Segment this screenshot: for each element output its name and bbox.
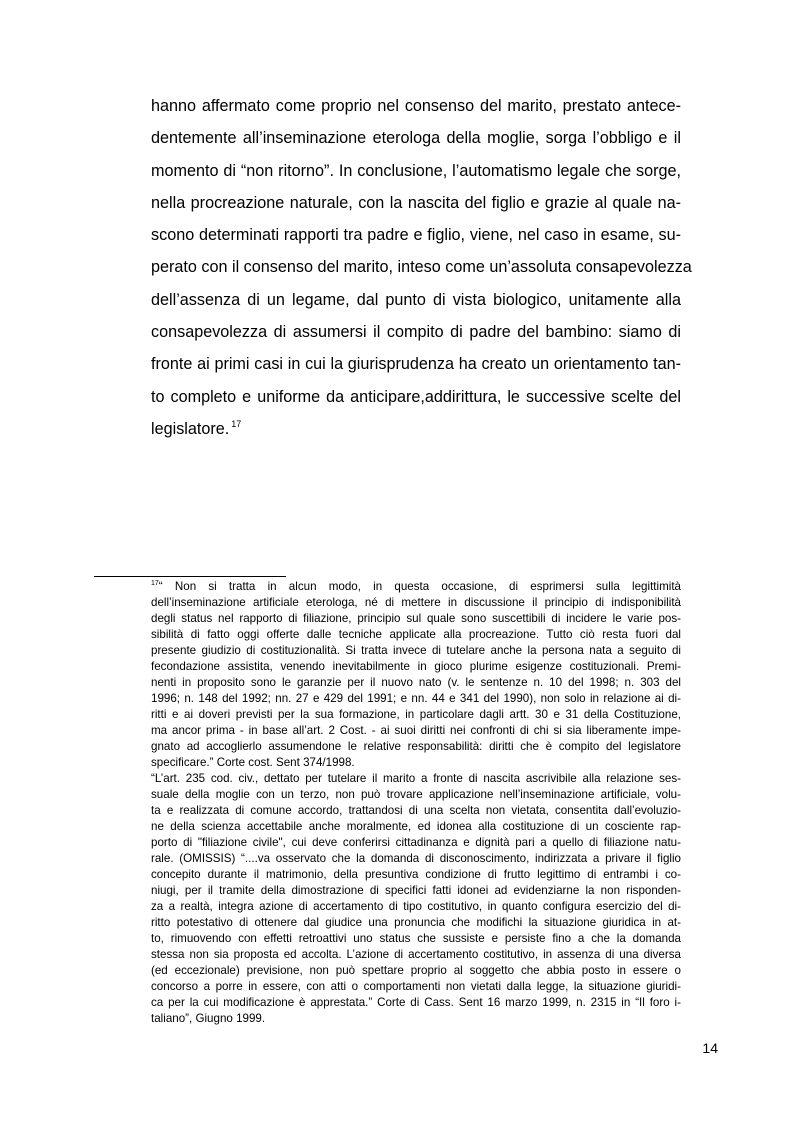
footnote-line: ne della scienza accettabile anche moralmente, ed idonea alla costituzione di un cosciente rap- bbox=[151, 820, 681, 833]
footnote-separator bbox=[94, 576, 286, 577]
paragraph-line: perato con il consenso del marito, inteso come un’assoluta consapevolezza bbox=[151, 258, 692, 277]
footnote-line-text: “ Non si tratta in alcun modo, in questa occasione, di esprimersi sulla legittimità bbox=[158, 580, 681, 593]
paragraph-line: momento di “non ritorno”. In conclusione, l’automatismo legale che sorge, bbox=[151, 161, 681, 180]
footnote-line: gnato ad accoglierlo assumendone le relative responsabilità: diritti che è compito del legislatore bbox=[151, 740, 681, 753]
footnote-line: ta e realizzata di comune accordo, trattandosi di una scelta non vietata, consentita dall’evoluzio- bbox=[151, 804, 681, 817]
footnote-line: ca per la cui modificazione è apprestata.” Corte di Cass. Sent 16 marzo 1999, n. 2315 in “Il foro i- bbox=[151, 996, 681, 1009]
footnote-line: degli status nel rapporto di filiazione, principio sul quale sono suscettibili di incidere le varie pos- bbox=[151, 612, 681, 625]
footnote-line: concepito durante il matrimonio, della presuntiva condizione di frutto legittimo di entrambi i co- bbox=[151, 868, 681, 881]
footnote-line: niugi, per il tramite della dimostrazione di specifici fatti idonei ad evidenziarne la non risponden- bbox=[151, 884, 681, 897]
footnote-line: ritti e ai doveri previsti per la sua formazione, in particolare dagli artt. 30 e 31 della Costituzione, bbox=[151, 708, 681, 721]
footnote-line: to, rimuovendo con effetti retroattivi uno status che sussiste e persiste fino a che la domanda bbox=[151, 932, 681, 945]
footnote-line: presente giudizio di costituzionalità. Si tratta invece di tutelare anche la persona nata a seguito di bbox=[151, 644, 681, 657]
paragraph-line-text: legislatore. bbox=[151, 419, 230, 438]
footnote-line: sibilità di fatto oggi offerte dalle tecniche applicate alla procreazione. Tutto ciò resta fuori dal bbox=[151, 628, 681, 641]
footnote-line: rale. (OMISSIS) “....va osservato che la domanda di disconoscimento, indirizzata a privare il figlio bbox=[151, 852, 681, 865]
footnote-line: fecondazione assistita, venendo inevitabilmente in gioco plurime esigenze costituzionali. Premi- bbox=[151, 660, 681, 673]
paragraph-line: scono determinati rapporti tra padre e figlio, viene, nel caso in esame, su- bbox=[151, 226, 681, 245]
footnote-line: specificare.” Corte cost. Sent 374/1998. bbox=[151, 756, 355, 769]
footnote-line: suale della moglie con un terzo, non può trovare applicazione nell’inseminazione artificiale, volu- bbox=[151, 788, 681, 801]
paragraph-line: fronte ai primi casi in cui la giurisprudenza ha creato un orientamento tan- bbox=[151, 355, 681, 374]
footnote-line: nenti in proposito sono le garanzie per il nuovo nato (v. le sentenze n. 10 del 1998; n. 303 del bbox=[151, 676, 681, 689]
footnote-line: “L’art. 235 cod. civ., dettato per tutelare il marito a fronte di nascita ascrivibile alla relazione ses- bbox=[151, 772, 681, 785]
paragraph-last-line bbox=[151, 413, 681, 445]
footnote-line: concorso a porre in essere, con atti o comportamenti non vietati dalla legge, la situazione giuridi- bbox=[151, 980, 681, 993]
footnote-number: 17 bbox=[151, 580, 159, 587]
footnote-line: porto di "filiazione civile", cui deve conferirsi cittadinanza e dignità pari a quello di filiazione natu- bbox=[151, 836, 681, 849]
footnote-line: taliano”, Giugno 1999. bbox=[151, 1012, 266, 1025]
paragraph-line: to completo e uniforme da anticipare,addirittura, le successive scelte del bbox=[151, 387, 681, 406]
paragraph-line: dell’assenza di un legame, dal punto di vista biologico, unitamente alla bbox=[151, 290, 681, 309]
footnote-line: ma ancor prima - in base all’art. 2 Cost. - ai suoi diritti nei confronti di chi si sia liberamente impe- bbox=[151, 724, 681, 737]
main-paragraph bbox=[151, 90, 692, 445]
paragraph-line: nella procreazione naturale, con la nascita del figlio e grazie al quale na- bbox=[151, 193, 681, 212]
footnote-line bbox=[151, 579, 681, 595]
footnote-line: za a realtà, integra azione di accertamento di tipo costitutivo, in quanto configura esercizio del di- bbox=[151, 900, 681, 913]
footnote-17 bbox=[151, 579, 681, 1027]
paragraph-line: consapevolezza di assumersi il compito di padre del bambino: siamo di bbox=[151, 323, 681, 342]
footnote-line: ritto potestativo di ottenere dal giudice una pronuncia che modifichi la situazione giuridica in at- bbox=[151, 916, 681, 929]
footnote-line: (ed eccezionale) previsione, non può spettare proprio al soggetto che abbia posto in essere o bbox=[151, 964, 681, 977]
paragraph-line: dentemente all’inseminazione eterologa della moglie, sorga l’obbligo e il bbox=[151, 129, 681, 148]
footnote-line: 1996; n. 148 del 1992; nn. 27 e 429 del 1991; e nn. 44 e 341 del 1990), non solo in relazione ai di- bbox=[151, 692, 681, 705]
footnote-line: dell’inseminazione artificiale eterologa, né di mettere in discussione il principio di indisponibilità bbox=[151, 596, 681, 609]
page-number: 14 bbox=[702, 1040, 718, 1056]
footnote-line: stessa non sia proposta ed accolta. L’azione di accertamento costitutivo, in assenza di una diversa bbox=[151, 948, 681, 961]
footnote-reference[interactable]: 17 bbox=[231, 418, 242, 429]
paragraph-line: hanno affermato come proprio nel consenso del marito, prestato antece- bbox=[151, 97, 681, 115]
